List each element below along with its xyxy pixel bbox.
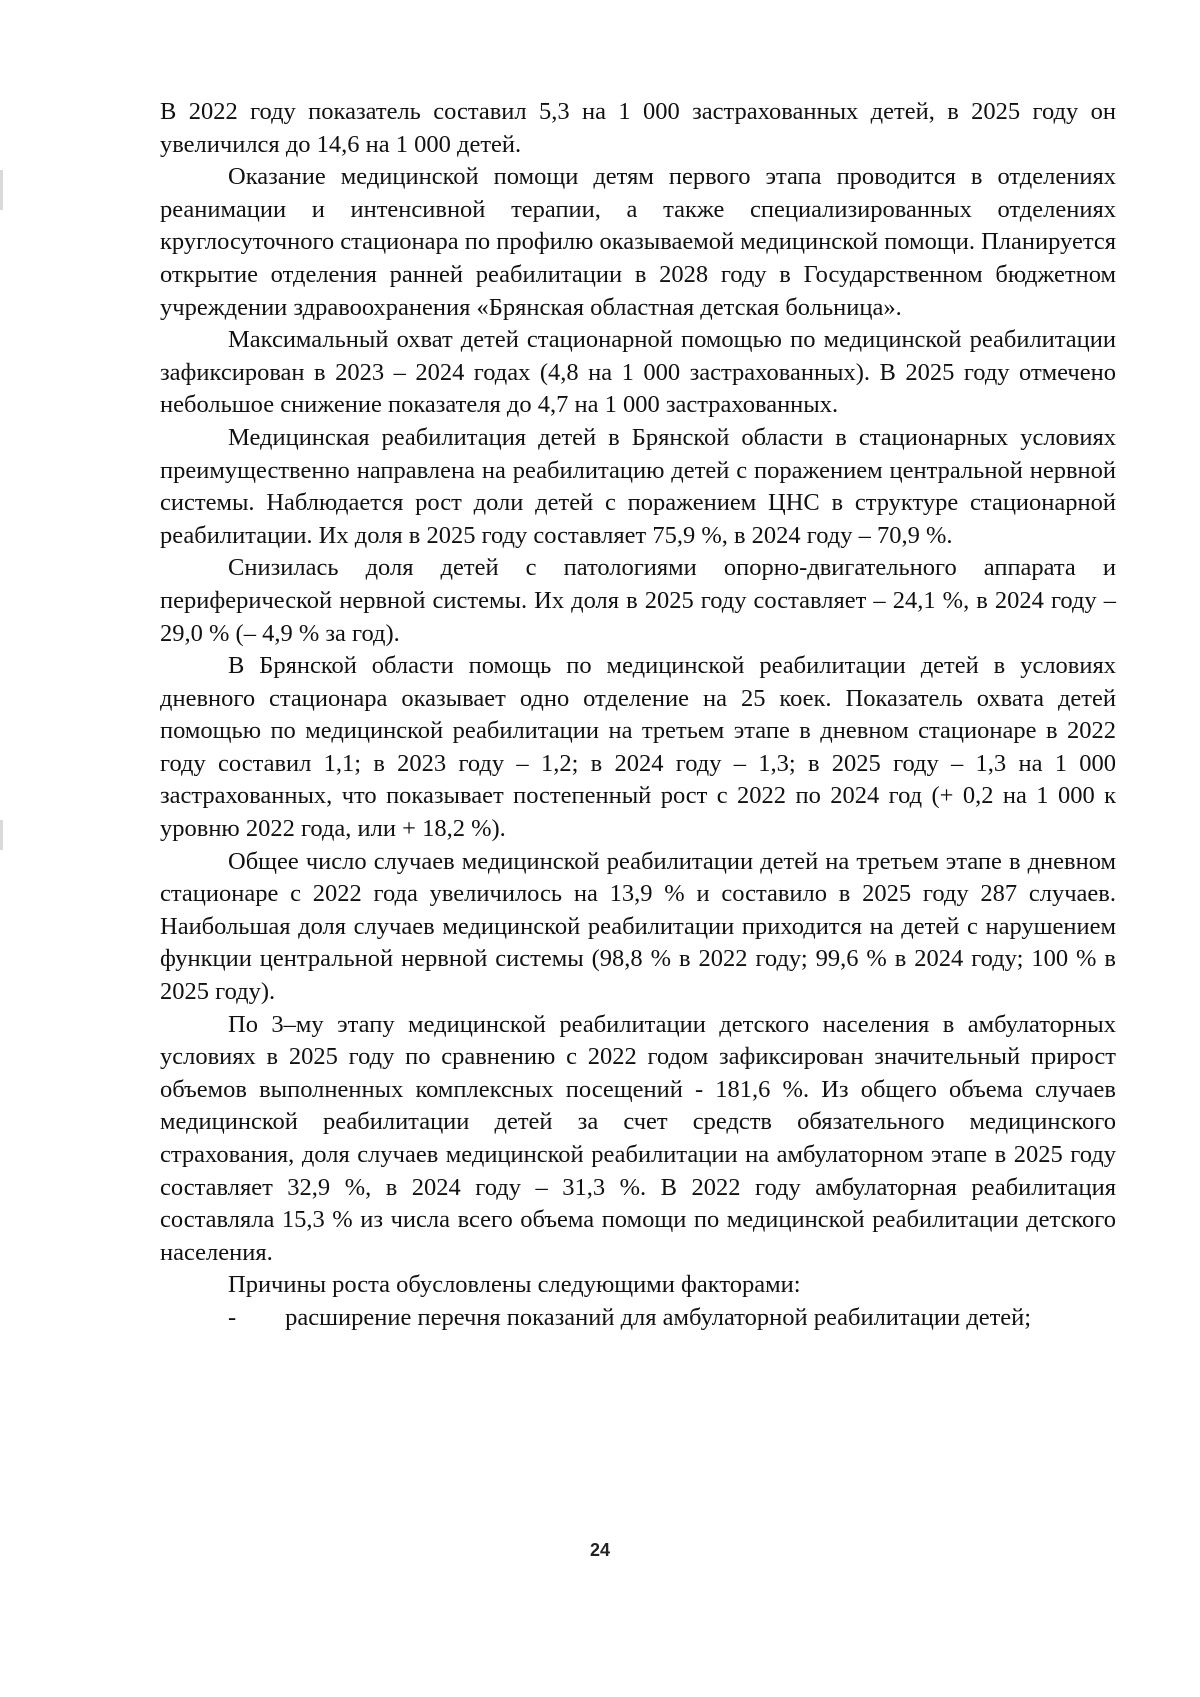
scan-edge-mark <box>0 170 3 210</box>
paragraph: Общее число случаев медицинской реабилитации детей на третьем этапе в дневном стационаре с 2022 года увеличилось на 13,9 % и составило в 2025 году 287 случаев. Наибольшая доля случаев медицинской реабилитации приходится на детей с нарушением функции центральной нервной системы (98,8 % в 2022 году; 99,6 % в 2024 году; 100 % в 2025 году). <box>160 847 1116 1006</box>
paragraph: Медицинская реабилитация детей в Брянской области в стационарных условиях преимущественно направлена на реабилитацию детей с поражением центральной нервной системы. Наблюдается рост доли детей с поражением ЦНС в структуре стационарной реабилитации. Их доля в 2025 году составляет 75,9 %, в 2024 году – 70,9 %. <box>160 423 1116 549</box>
list-item: - расширение перечня показаний для амбулаторной реабилитации детей; <box>228 1303 1032 1331</box>
page-number: 24 <box>589 1540 611 1560</box>
body-text <box>160 96 1116 1335</box>
paragraph: В 2022 году показатель составил 5,3 на 1 000 застрахованных детей, в 2025 году он увеличился до 14,6 на 1 000 детей. <box>160 98 1116 158</box>
scan-edge-mark <box>0 820 3 850</box>
paragraph: Причины роста обусловлены следующими факторами: <box>228 1271 801 1299</box>
paragraph: В Брянской области помощь по медицинской реабилитации детей в условиях дневного стационара оказывает одно отделение на 25 коек. Показатель охвата детей помощью по медицинской реабилитации на третьем этапе в дневном стационаре в 2022 году составил 1,1; в 2023 году – 1,2; в 2024 году – 1,3; в 2025 году – 1,3 на 1 000 застрахованных, что показывает постепенный рост с 2022 по 2024 год (+ 0,2 на 1 000 к уровню 2022 года, или + 18,2 %). <box>160 652 1116 843</box>
paragraph: Максимальный охват детей стационарной помощью по медицинской реабилитации зафиксирован в 2023 – 2024 годах (4,8 на 1 000 застрахованных). В 2025 году отмечено небольшое снижение показателя до 4,7 на 1 000 застрахованных. <box>160 326 1116 419</box>
paragraph: Снизилась доля детей с патологиями опорно-двигательного аппарата и периферической нервной системы. Их доля в 2025 году составляет – 24,1 %, в 2024 году – 29,0 % (– 4,9 % за год). <box>160 554 1116 647</box>
paragraph: Оказание медицинской помощи детям первого этапа проводится в отделениях реанимации и интенсивной терапии, а также специализированных отделениях круглосуточного стационара по профилю оказываемой медицинской помощи. Планируется открытие отделения ранней реабилитации в 2028 году в Государственном бюджетном учреждении здравоохранения «Брянская областная детская больница». <box>160 163 1117 321</box>
paragraph: По 3–му этапу медицинской реабилитации детского населения в амбулаторных условиях в 2025 году по сравнению с 2022 годом зафиксирован значительный прирост объемов выполненных комплексных посещений - 181,6 %. Из общего объема случаев медицинской реабилитации детей за счет средств обязательного медицинского страхования, доля случаев медицинской реабилитации на амбулаторном этапе в 2025 году составляет 32,9 %, в 2024 году – 31,3 %. В 2022 году амбулаторная реабилитация составляла 15,3 % из числа всего объема помощи по медицинской реабилитации детского населения. <box>160 1010 1116 1266</box>
